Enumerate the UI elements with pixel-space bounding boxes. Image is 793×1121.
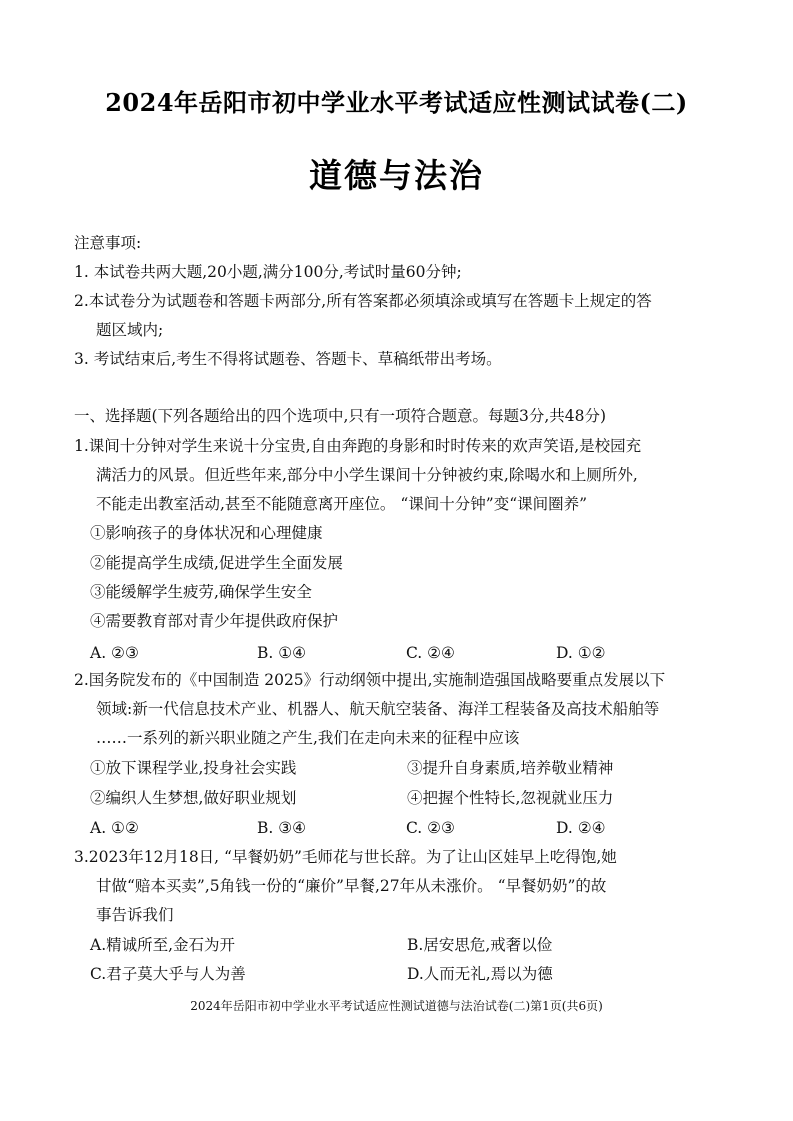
q3-option-d: D.人而无礼,焉以为德	[407, 965, 553, 983]
q1-option-b: B. ①④	[257, 644, 307, 662]
notice-item-2-line-1: 2.本试卷分为试题卷和答题卡两部分,所有答案都必须填涂或填写在答题卡上规定的答	[74, 292, 652, 310]
q2-line-2: 领域:新一代信息技术产业、机器人、航天航空装备、海洋工程装备及高技术船舶等	[96, 700, 660, 718]
q3-line-1: 3.2023年12月18日, “早餐奶奶”毛师花与世长辞。为了让山区娃早上吃得饱,她	[74, 848, 617, 866]
q2-option-a: A. ①②	[90, 819, 139, 837]
q2-statement-3: ③提升自身素质,培养敬业精神	[407, 759, 614, 777]
q3-line-3: 事告诉我们	[96, 906, 174, 924]
q3-option-b: B.居安思危,戒奢以俭	[407, 936, 553, 954]
q2-statement-4: ④把握个性特长,忽视就业压力	[407, 789, 614, 807]
notice-item-3: 3. 考试结束后,考生不得将试题卷、答题卡、草稿纸带出考场。	[74, 350, 502, 368]
q1-option-d: D. ①②	[556, 644, 606, 662]
q2-statement-2: ②编织人生梦想,做好职业规划	[90, 789, 297, 807]
q2-option-b: B. ③④	[257, 819, 307, 837]
q3-line-2: 甘做“赔本买卖”,5角钱一份的“廉价”早餐,27年从未涨价。 “早餐奶奶”的故	[96, 877, 607, 895]
notice-heading: 注意事项:	[74, 234, 142, 252]
q1-option-a: A. ②③	[90, 644, 139, 662]
q2-statement-1: ①放下课程学业,投身社会实践	[90, 759, 297, 777]
q2-option-c: C. ②③	[406, 819, 455, 837]
q1-option-c: C. ②④	[406, 644, 455, 662]
q2-option-d: D. ②④	[556, 819, 606, 837]
section-heading: 一、选择题(下列各题给出的四个选项中,只有一项符合题意。每题3分,共48分)	[74, 407, 607, 425]
q3-option-a: A.精诚所至,金石为开	[90, 936, 236, 954]
q1-statement-1: ①影响孩子的身体状况和心理健康	[90, 524, 323, 542]
q2-line-1: 2.国务院发布的《中国制造 2025》行动纲领中提出,实施制造强国战略要重点发展以下	[74, 671, 666, 689]
q1-line-1: 1.课间十分钟对学生来说十分宝贵,自由奔跑的身影和时时传来的欢声笑语,是校园充	[74, 437, 642, 455]
q1-line-3: 不能走出教室活动,甚至不能随意离开座位。 “课间十分钟”变“课间圈养”	[96, 495, 588, 513]
subject-title: 道德与法治	[309, 156, 484, 195]
q2-line-3: ……一系列的新兴职业随之产生,我们在走向未来的征程中应该	[96, 729, 520, 747]
page-footer: 2024年岳阳市初中学业水平考试适应性测试道德与法治试卷(二)第1页(共6页)	[190, 999, 603, 1013]
q1-line-2: 满活力的风景。但近些年来,部分中小学生课间十分钟被约束,除喝水和上厕所外,	[96, 466, 638, 484]
q3-option-c: C.君子莫大乎与人为善	[90, 965, 246, 983]
q1-statement-3: ③能缓解学生疲劳,确保学生安全	[90, 583, 312, 601]
q1-statement-2: ②能提高学生成绩,促进学生全面发展	[90, 554, 343, 572]
exam-title: 2024年岳阳市初中学业水平考试适应性测试试卷(二)	[105, 88, 688, 117]
q1-statement-4: ④需要教育部对青少年提供政府保护	[90, 612, 339, 630]
notice-item-2-line-2: 题区域内;	[96, 321, 164, 339]
notice-item-1: 1. 本试卷共两大题,20小题,满分100分,考试时量60分钟;	[74, 263, 462, 281]
